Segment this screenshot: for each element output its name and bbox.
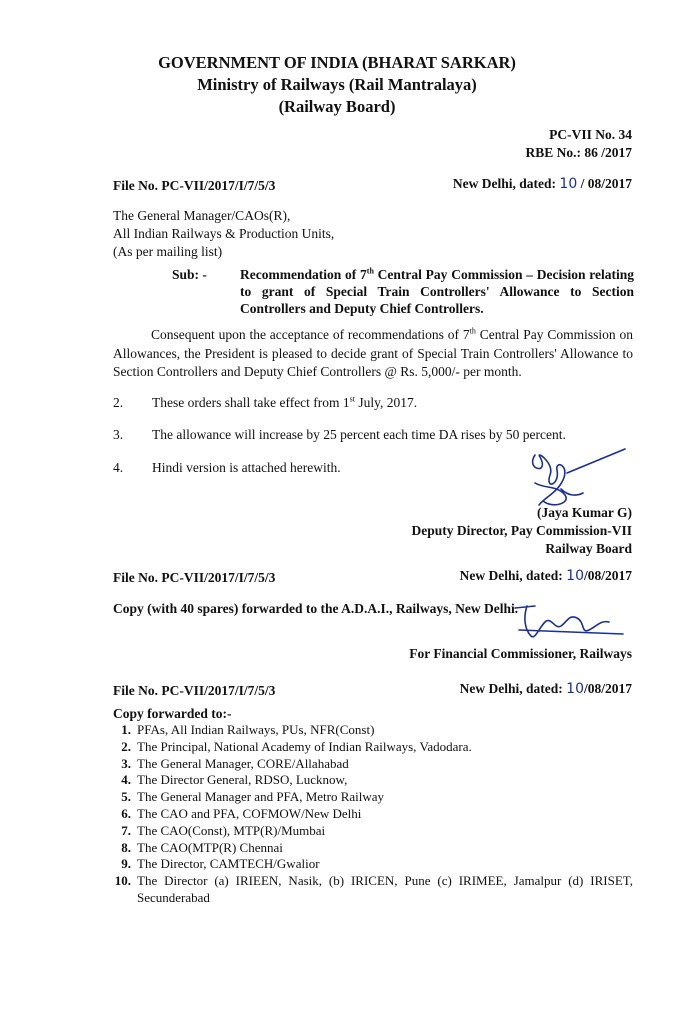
- copy-forwarded-title: Copy forwarded to:-: [113, 706, 232, 721]
- subject-block: [172, 266, 634, 317]
- copy-forwarded-list: [113, 722, 633, 907]
- signatory-designation: Deputy Director, Pay Commission-VII: [411, 523, 632, 538]
- list-item: 2. The Principal, National Academy of Indian Railways, Vadodara.: [121, 738, 472, 754]
- list-item: 6. The CAO and PFA, COFMOW/New Delhi: [121, 805, 362, 821]
- list-item: 1. PFAs, All Indian Railways, PUs, NFR(Const): [121, 722, 375, 737]
- list-item: 8. The CAO(MTP(R) Chennai: [121, 839, 283, 855]
- header-ministry: Ministry of Railways (Rail Mantralaya): [197, 75, 477, 94]
- paragraph-4-number: 4.: [113, 460, 124, 475]
- signatory-name: (Jaya Kumar G): [537, 505, 632, 520]
- pc-number: PC-VII No. 34: [549, 127, 632, 142]
- list-item: 7. The CAO(Const), MTP(R)/Mumbai: [121, 822, 326, 838]
- handwritten-day: 10: [559, 176, 578, 192]
- paragraph-1: Consequent upon the acceptance of recommendations of 7th Central Pay Commission on Allowances, the President is pleased to decide grant of Special Train Controllers' Allowance to Section Controllers and Deputy Chief Controllers @ Rs. 5,000/- per month.: [113, 326, 633, 379]
- rbe-number: RBE No.: 86 /2017: [525, 145, 632, 160]
- handwritten-day-3: 10: [566, 681, 584, 697]
- list-item: 3. The General Manager, CORE/Allahabad: [121, 755, 349, 771]
- handwritten-day-2: 10: [566, 568, 584, 584]
- list-item: 10. The Director (a) IRIEEN, Nasik, (b) IRICEN, Pune (c) IRIMEE, Jamalpur (d) IRISET, Secunderabad: [114, 873, 633, 905]
- date-line-3: New Delhi, dated: 10/08/2017: [459, 681, 632, 697]
- list-item: 5. The General Manager and PFA, Metro Railway: [121, 789, 385, 805]
- copy-to-adai: Copy (with 40 spares) forwarded to the A.D.A.I., Railways, New Delhi.: [113, 601, 519, 616]
- file-number-2: File No. PC-VII/2017/I/7/5/3: [113, 570, 276, 585]
- date-line: New Delhi, dated: 10 / 08/2017: [452, 176, 632, 192]
- paragraph-3: The allowance will increase by 25 percent each time DA rises by 50 percent.: [152, 427, 566, 442]
- subject-text: Recommendation of 7th Central Pay Commission – Decision relating to grant of Special Train Controllers' Allowance to Section Controllers and Deputy Chief Controllers.: [240, 266, 635, 316]
- signatory-office: Railway Board: [545, 541, 632, 556]
- paragraph-3-number: 3.: [113, 427, 124, 442]
- signatory-2: For Financial Commissioner, Railways: [409, 646, 632, 661]
- list-item: 9. The Director, CAMTECH/Gwalior: [121, 856, 320, 872]
- file-number-3: File No. PC-VII/2017/I/7/5/3: [113, 683, 276, 698]
- paragraph-2-number: 2.: [113, 395, 124, 410]
- date-line-2: New Delhi, dated: 10/08/2017: [459, 568, 632, 584]
- paragraph-4: Hindi version is attached herewith.: [152, 460, 341, 475]
- subject-label: Sub: -: [172, 267, 207, 282]
- addressee: The General Manager/CAOs(R), All Indian Railways & Production Units, (As per mailing list): [113, 208, 335, 259]
- signature-image-2: [505, 600, 635, 645]
- header-title: GOVERNMENT OF INDIA (BHARAT SARKAR): [158, 53, 516, 72]
- header-board: (Railway Board): [278, 97, 396, 116]
- file-number: File No. PC-VII/2017/I/7/5/3: [113, 178, 276, 193]
- paragraph-2: These orders shall take effect from 1st July, 2017.: [152, 394, 418, 410]
- list-item: 4. The Director General, RDSO, Lucknow,: [121, 772, 348, 788]
